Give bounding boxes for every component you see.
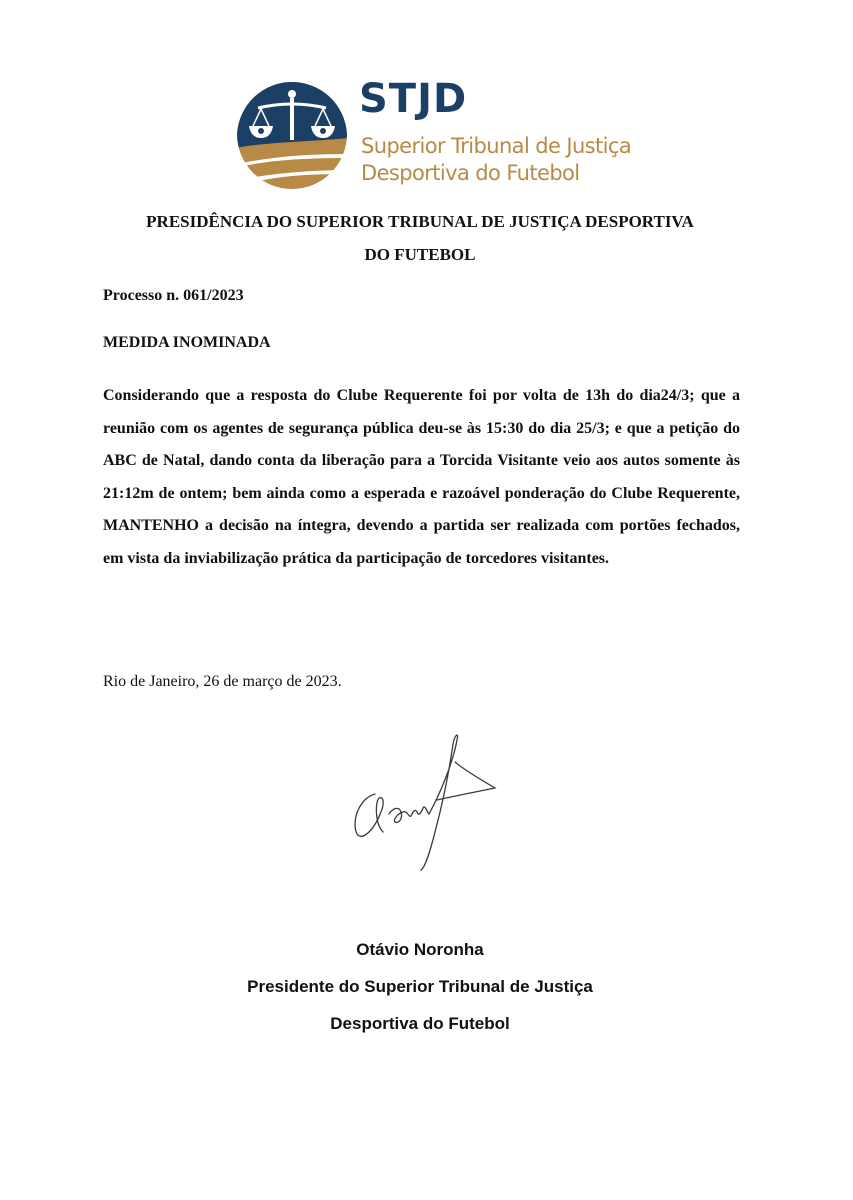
- decision-paragraph: Considerando que a resposta do Clube Requerente foi por volta de 13h do dia24/3; que a reunião com os agentes de segurança pública deu-se às 15:30 do dia 25/3; e que a petição do ABC de Natal, dando conta da liberação para a Torcida Visitante veio aos autos somente às 21:12m de ontem; bem ainda como a esperada e razoável ponderação do Clube Requerente, MANTENHO a decisão na íntegra, devendo a partida ser realizada com portões fechados, em vista da inviabilização prática da participação de torcedores visitantes.: [103, 387, 740, 567]
- logo-name-line1: Superior Tribunal de Justiça: [361, 134, 632, 158]
- process-number: Processo n. 061/2023: [103, 287, 244, 304]
- document-heading: [100, 205, 740, 271]
- place-date: Rio de Janeiro, 26 de março de 2023.: [103, 673, 342, 690]
- stjd-logo: [236, 76, 632, 193]
- heading-line1: PRESIDÊNCIA DO SUPERIOR TRIBUNAL DE JUSTIÇA DESPORTIVA: [146, 212, 694, 231]
- logo-name-line2: Desportiva do Futebol: [361, 161, 580, 185]
- logo-acronym: STJD: [359, 76, 468, 122]
- scales-of-justice-icon: [236, 78, 348, 190]
- signer-block: [150, 931, 690, 1042]
- signer-name: Otávio Noronha: [356, 940, 484, 959]
- handwritten-signature: [345, 732, 505, 872]
- heading-line2: DO FUTEBOL: [364, 245, 476, 264]
- signer-title-line1: Presidente do Superior Tribunal de Justiça: [247, 977, 593, 996]
- measure-title: MEDIDA INOMINADA: [103, 334, 271, 351]
- signer-title-line2: Desportiva do Futebol: [330, 1014, 510, 1033]
